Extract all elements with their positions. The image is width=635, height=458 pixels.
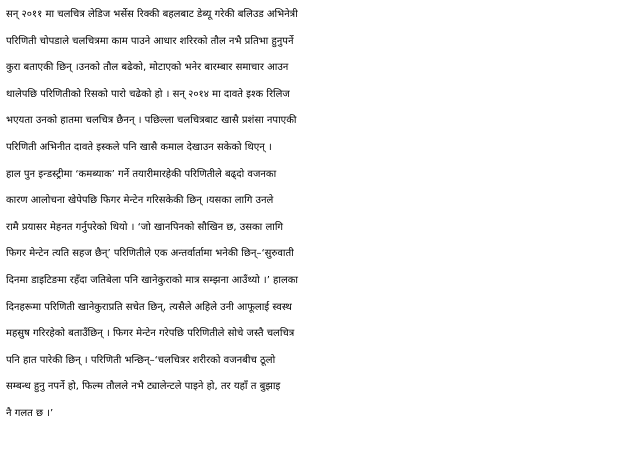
text-line: सम्बन्ध हुनु नपर्ने हो, फिल्म तौलले नभै ट्यालेन्टले पाइने हो, तर यहाँ त बुझाइ <box>6 381 281 393</box>
text-line: परिणिती चोपडाले चलचित्रमा काम पाउने आधार शरिरको तौल नभै प्रतिभा हुनुपर्ने <box>6 35 294 47</box>
text-line: सन् २०११ मा चलचित्र लेडिज भर्सेस रिक्की बहलबाट डेब्यू गरेकी बलिउड अभिनेत्री <box>6 9 298 20</box>
text-line: दिनहरूमा परिणिती खानेकुराप्रति सचेत छिन्, त्यसैले अहिले उनी आफूलाई स्वस्थ <box>6 301 292 313</box>
text-line: फिगर मेन्टेन त्यति सहज छैन्’ परिणितीले एक अन्तर्वार्तामा भनेकी छिन्–‘सुरुवाती <box>6 248 294 260</box>
text-line: कारण आलोचना खेपेपछि फिगर मेन्टेन गरिसकेकी छिन् ।यसका लागि उनले <box>6 195 274 207</box>
text-line: रामै प्रयासर मेहनत गर्नुपरेको थियो । ‘जो खानपिनको सौखिन छ, उसका लागि <box>6 221 284 233</box>
text-line: पनि हात पारेकी छिन् । परिणिती भन्छिन्–‘चलचित्रर शरीरको वजनबीच ठूलो <box>6 354 276 366</box>
text-line: महसुष गरिरहेको बताउँछिन् । फिगर मेन्टेन गरेपछि परिणितीले सोचे जस्तै चलचित्र <box>6 328 295 340</box>
text-line: परिणिती अभिनीत दावते इस्कले पनि खासै कमाल देखाउन सकेको थिएन् । <box>6 141 272 153</box>
text-line: नै गलत छ ।’ <box>6 407 54 419</box>
text-line: हाल पुन इन्डस्ट्रीमा ‘कमब्याक’ गर्ने तयारीमारहेकी परिणितीले बढ्दो वजनका <box>6 168 277 180</box>
text-line: कुरा बताएकी छिन् ।उनको तौल बढेको, मोटाएको भनेर बारम्बार समाचार आउन <box>6 62 289 74</box>
text-line: थालेपछि परिणितीको रिसको पारो चढेको हो । सन् २०१४ मा दावते इश्क रिलिज <box>6 88 290 100</box>
text-line: भएयता उनको हातमा चलचित्र छैनन् । पछिल्ला चलचित्रबाट खासै प्रशंसा नपाएकी <box>6 115 297 127</box>
article-text <box>6 2 632 428</box>
text-line: दिनमा डाइटिङमा रहँदा जतिबेला पनि खानेकुराको मात्र सम्झना आउँथ्यो ।’ हालका <box>6 274 299 286</box>
